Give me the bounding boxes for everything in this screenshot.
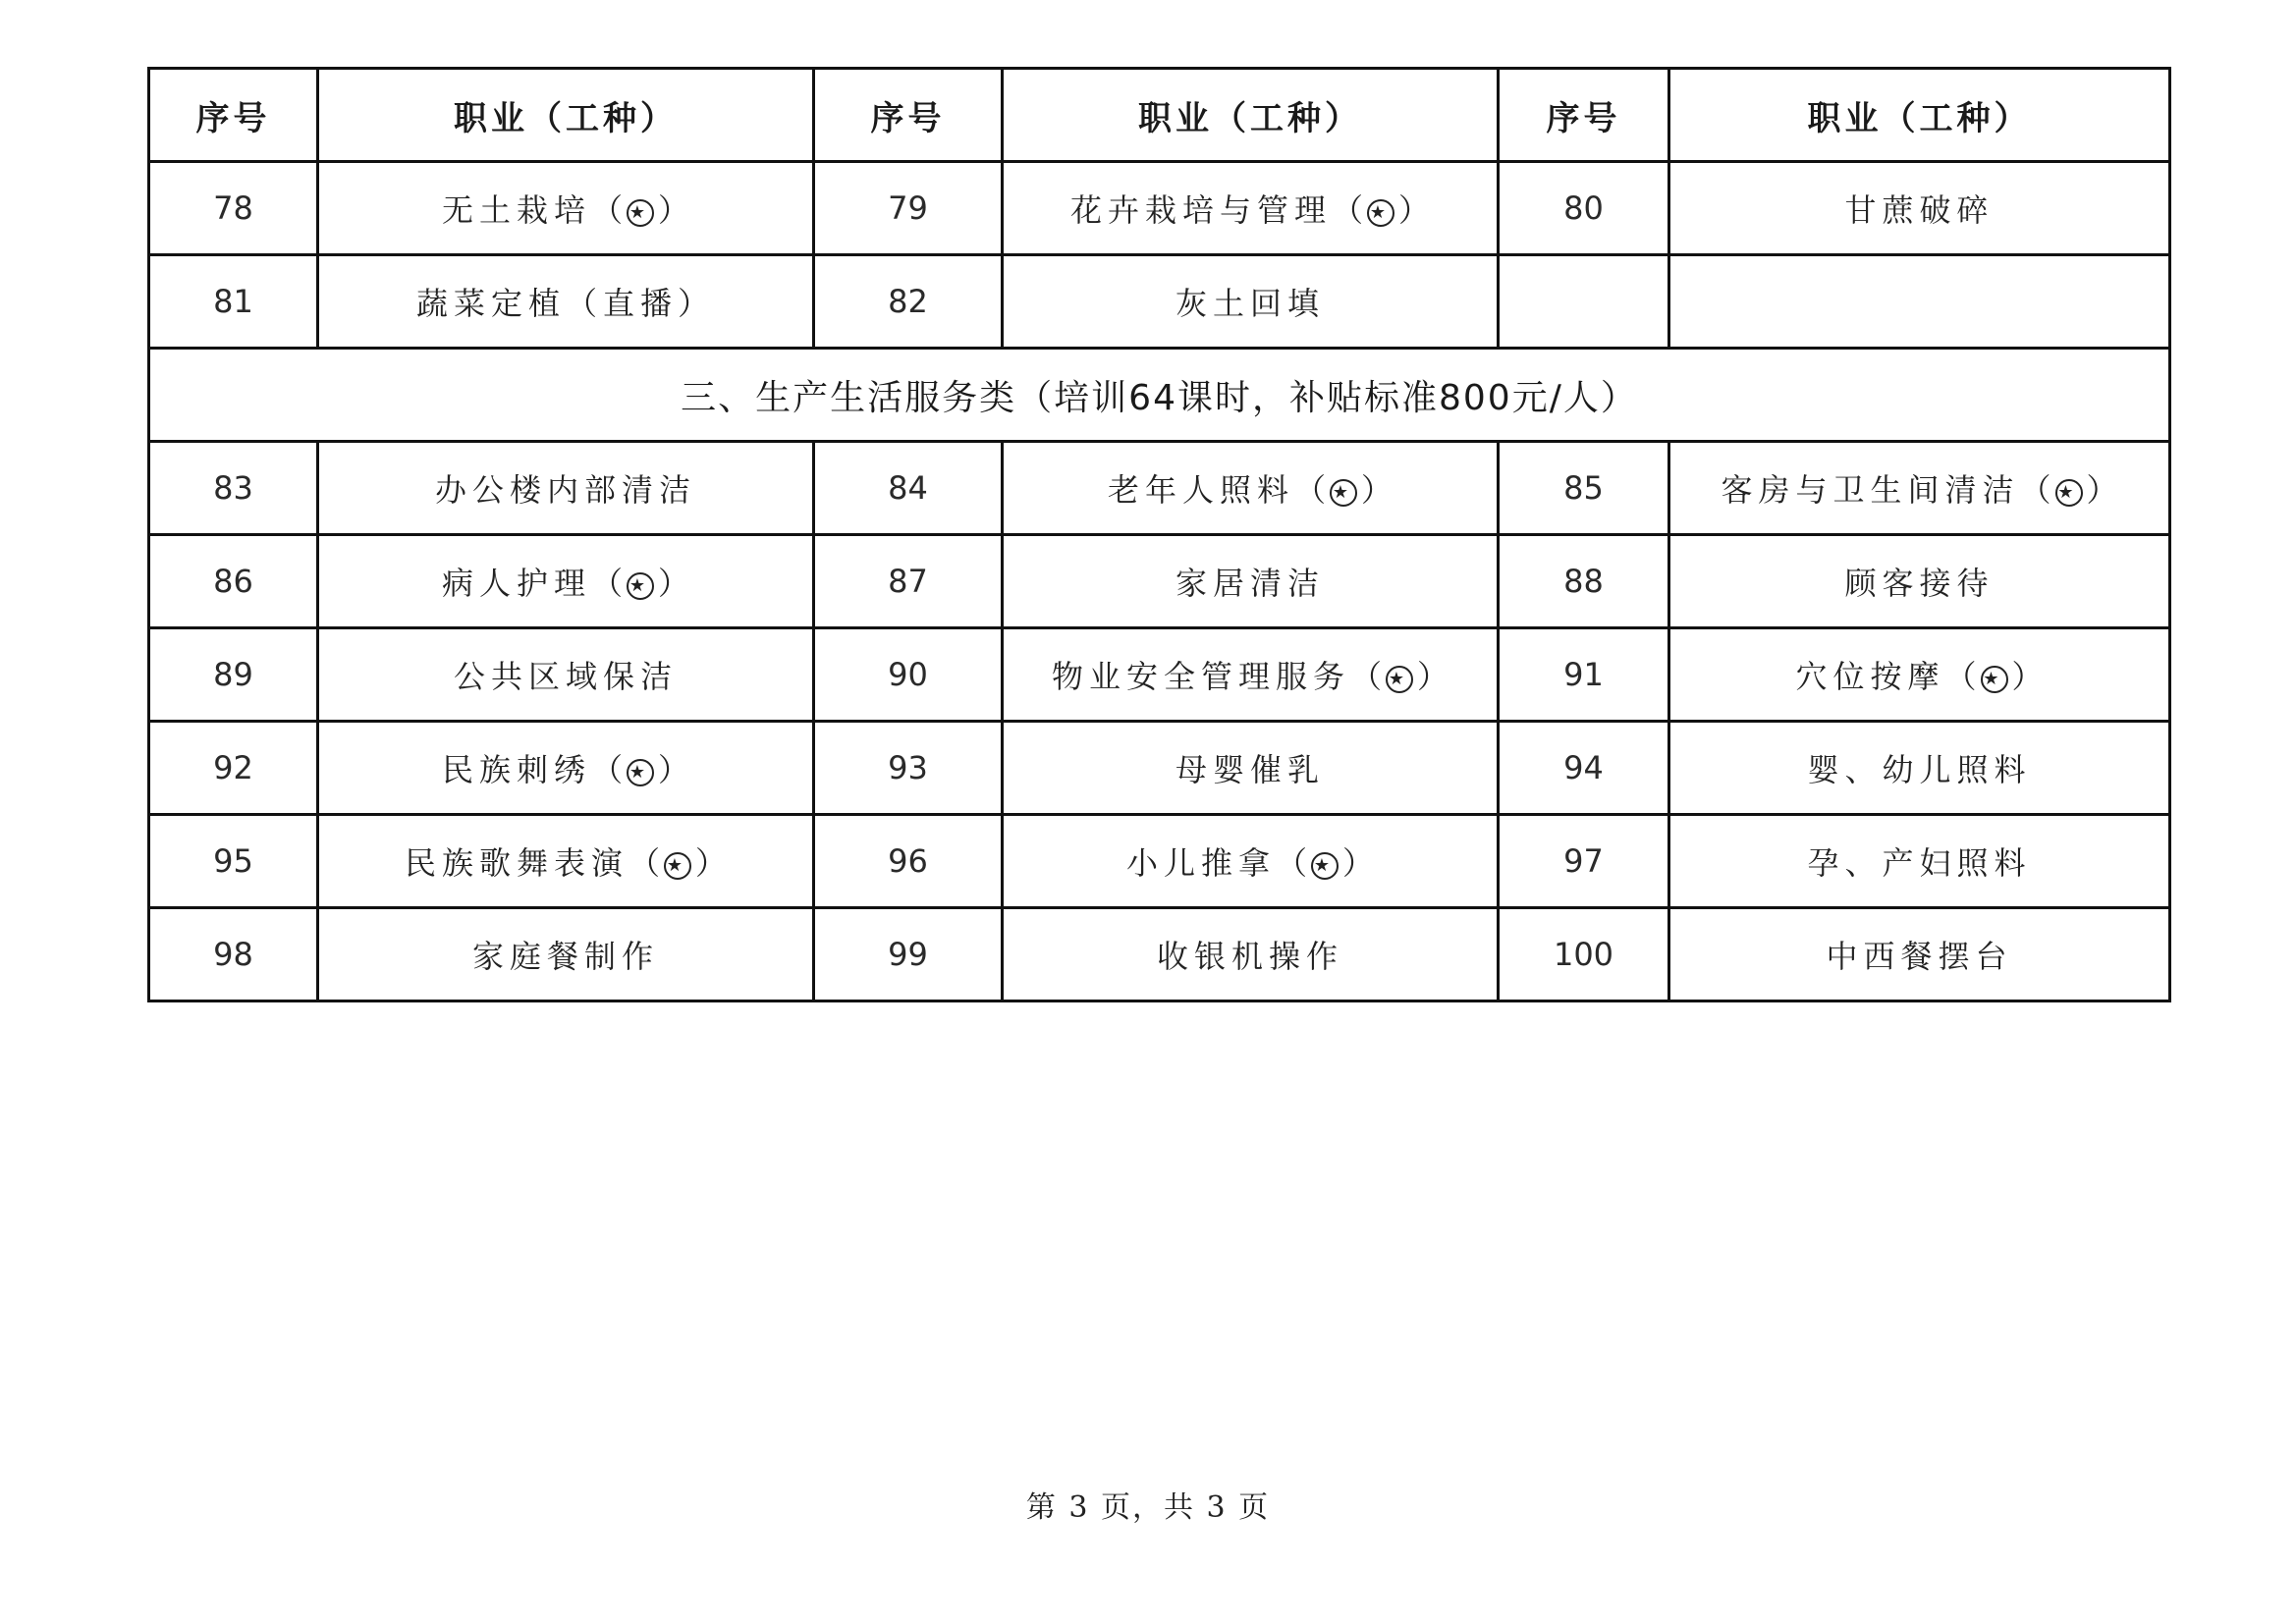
occupation-name: 蔬菜定植（直播） <box>415 285 715 322</box>
occupation-cell <box>1669 722 2170 815</box>
occupation-cell <box>318 908 814 1001</box>
occupation-cell <box>318 815 814 908</box>
occupation-cell <box>1003 908 1499 1001</box>
occupation-name: 办公楼内部清洁 <box>434 471 696 509</box>
section-title: 三、生产生活服务类（培训64课时，补贴标准800元/人） <box>149 349 2170 442</box>
occupation-cell <box>1669 442 2170 535</box>
occupation-name: 顾客接待 <box>1844 565 1995 602</box>
circled-star-icon <box>627 759 654 786</box>
occupation-cell <box>318 255 814 349</box>
occupation-name: 穴位按摩 <box>1795 658 1945 695</box>
table-row <box>149 722 2170 815</box>
mark-close-paren: ） <box>1361 471 1394 509</box>
mark-open-paren: （ <box>1331 191 1363 229</box>
occupation-cell <box>1003 815 1499 908</box>
seq-cell: 90 <box>814 628 1003 722</box>
occupation-cell <box>318 162 814 255</box>
occupation-name: 无土栽培 <box>441 191 591 229</box>
mark-close-paren: ） <box>695 844 728 882</box>
occupation-name: 花卉栽培与管理 <box>1069 191 1332 229</box>
mark-close-paren: ） <box>1398 191 1431 229</box>
header-seq-2: 序号 <box>814 69 1003 162</box>
occupation-cell <box>1003 162 1499 255</box>
occupation-cell <box>318 442 814 535</box>
mark-close-paren: ） <box>1342 844 1375 882</box>
seq-cell: 91 <box>1499 628 1669 722</box>
occupation-name: 甘蔗破碎 <box>1844 191 1995 229</box>
table-row <box>149 442 2170 535</box>
occupation-name: 孕、产妇照料 <box>1807 844 2032 882</box>
seq-cell: 78 <box>149 162 318 255</box>
occupation-cell <box>1003 628 1499 722</box>
seq-cell: 86 <box>149 535 318 628</box>
seq-cell: 85 <box>1499 442 1669 535</box>
seq-cell: 92 <box>149 722 318 815</box>
circled-star-icon <box>627 572 654 600</box>
mark-close-paren: ） <box>658 191 690 229</box>
table-row <box>149 628 2170 722</box>
occupation-cell <box>1003 255 1499 349</box>
seq-cell: 95 <box>149 815 318 908</box>
seq-cell: 87 <box>814 535 1003 628</box>
circled-star-icon <box>2055 479 2083 507</box>
section-row <box>149 349 2170 442</box>
occupation-name: 小儿推拿 <box>1125 844 1276 882</box>
occupation-name: 家庭餐制作 <box>471 938 659 975</box>
occupation-name: 婴、幼儿照料 <box>1807 751 2032 788</box>
mark-open-paren: （ <box>1275 844 1307 882</box>
circled-star-icon <box>1386 666 1413 693</box>
table-row <box>149 815 2170 908</box>
occupation-cell <box>1003 442 1499 535</box>
occupation-name: 家居清洁 <box>1175 565 1325 602</box>
occupation-cell <box>1669 255 2170 349</box>
occupation-cell <box>1669 535 2170 628</box>
occupation-name: 公共区域保洁 <box>453 658 678 695</box>
seq-cell <box>1499 255 1669 349</box>
seq-cell: 89 <box>149 628 318 722</box>
circled-star-icon <box>627 199 654 227</box>
occupation-table <box>147 67 2171 1002</box>
mark-open-paren: （ <box>1944 658 1977 695</box>
occupation-name: 灰土回填 <box>1175 285 1325 322</box>
occupation-cell <box>1669 908 2170 1001</box>
mark-open-paren: （ <box>1293 471 1326 509</box>
seq-cell: 83 <box>149 442 318 535</box>
header-seq-1: 序号 <box>149 69 318 162</box>
seq-cell: 80 <box>1499 162 1669 255</box>
seq-cell: 94 <box>1499 722 1669 815</box>
mark-close-paren: ） <box>1417 658 1449 695</box>
occupation-name: 老年人照料 <box>1107 471 1294 509</box>
mark-close-paren: ） <box>2011 658 2044 695</box>
seq-cell: 100 <box>1499 908 1669 1001</box>
circled-star-icon <box>1367 199 1394 227</box>
header-occupation-2: 职业（工种） <box>1003 69 1499 162</box>
occupation-name: 病人护理 <box>441 565 591 602</box>
page-number: 第 3 页，共 3 页 <box>1025 1490 1271 1525</box>
mark-close-paren: ） <box>2086 471 2118 509</box>
table-row <box>149 162 2170 255</box>
table-header-row <box>149 69 2170 162</box>
seq-cell: 96 <box>814 815 1003 908</box>
circled-star-icon <box>1981 666 2008 693</box>
circled-star-icon <box>664 852 691 880</box>
mark-open-paren: （ <box>1349 658 1382 695</box>
seq-cell: 97 <box>1499 815 1669 908</box>
table-row <box>149 908 2170 1001</box>
occupation-name: 客房与卫生间清洁 <box>1721 471 2020 509</box>
mark-open-paren: （ <box>2019 471 2051 509</box>
occupation-name: 母婴催乳 <box>1175 751 1325 788</box>
seq-cell: 82 <box>814 255 1003 349</box>
table-row <box>149 255 2170 349</box>
seq-cell: 79 <box>814 162 1003 255</box>
header-occupation-1: 职业（工种） <box>318 69 814 162</box>
seq-cell: 98 <box>149 908 318 1001</box>
header-occupation-3: 职业（工种） <box>1669 69 2170 162</box>
occupation-cell <box>1669 162 2170 255</box>
table-body-agriculture <box>149 162 2170 349</box>
seq-cell: 81 <box>149 255 318 349</box>
table-body-services <box>149 442 2170 1001</box>
occupation-name: 中西餐摆台 <box>1826 938 2013 975</box>
seq-cell: 88 <box>1499 535 1669 628</box>
mark-close-paren: ） <box>658 565 690 602</box>
seq-cell: 93 <box>814 722 1003 815</box>
occupation-cell <box>1669 628 2170 722</box>
occupation-cell <box>1003 535 1499 628</box>
occupation-cell <box>318 722 814 815</box>
seq-cell: 84 <box>814 442 1003 535</box>
occupation-name: 收银机操作 <box>1156 938 1343 975</box>
mark-open-paren: （ <box>590 191 623 229</box>
occupation-cell <box>318 535 814 628</box>
occupation-name: 物业安全管理服务 <box>1051 658 1350 695</box>
occupation-cell <box>1003 722 1499 815</box>
circled-star-icon <box>1311 852 1339 880</box>
table-row <box>149 535 2170 628</box>
mark-open-paren: （ <box>590 751 623 788</box>
mark-open-paren: （ <box>628 844 660 882</box>
mark-close-paren: ） <box>658 751 690 788</box>
circled-star-icon <box>1330 479 1357 507</box>
occupation-name: 民族歌舞表演 <box>404 844 629 882</box>
mark-open-paren: （ <box>590 565 623 602</box>
occupation-name: 民族刺绣 <box>441 751 591 788</box>
occupation-cell <box>318 628 814 722</box>
header-seq-3: 序号 <box>1499 69 1669 162</box>
seq-cell: 99 <box>814 908 1003 1001</box>
occupation-cell <box>1669 815 2170 908</box>
